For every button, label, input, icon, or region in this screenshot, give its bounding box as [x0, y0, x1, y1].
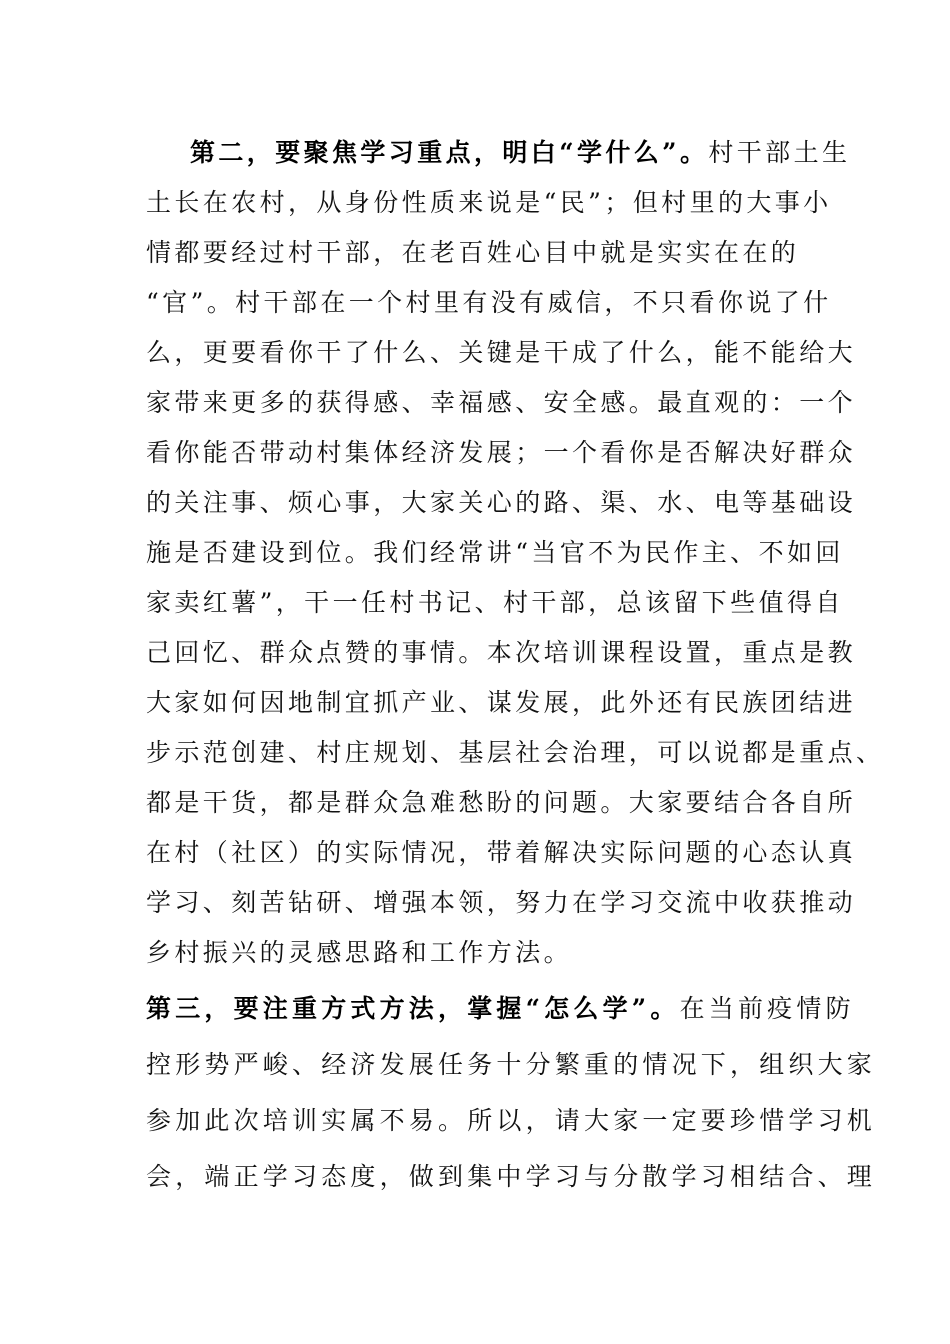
- text-line: 家卖红薯”，干一任村书记、村干部，总该留下些值得自: [146, 588, 844, 617]
- text-line: 会，端正学习态度，做到集中学习与分散学习相结合、理: [146, 1162, 877, 1191]
- paragraph-3-line-1: [146, 989, 855, 1029]
- body-text: 村干部土生: [708, 138, 851, 167]
- text-line: “官”。村干部在一个村里有没有威信，不只看你说了什: [146, 288, 832, 317]
- text-line: 看你能否带动村集体经济发展；一个看你是否解决好群众: [146, 438, 857, 467]
- section-heading-2: 第二，要聚焦学习重点，明白“学什么”。: [190, 138, 709, 167]
- text-line: 参加此次培训实属不易。所以，请大家一定要珍惜学习机: [146, 1106, 877, 1135]
- text-line: 施是否建设到位。我们经常讲“当官不为民作主、不如回: [146, 538, 844, 567]
- text-line: 都是干货，都是群众急难愁盼的问题。大家要结合各自所: [146, 788, 857, 817]
- text-line: 家带来更多的获得感、幸福感、安全感。最直观的：一个: [146, 388, 857, 417]
- text-line: 么，更要看你干了什么、关键是干成了什么，能不能给大: [146, 338, 857, 367]
- text-line: 大家如何因地制宜抓产业、谋发展，此外还有民族团结进: [146, 688, 857, 717]
- text-line: 情都要经过村干部，在老百姓心目中就是实实在在的: [146, 238, 800, 267]
- body-text: 在当前疫情防: [679, 994, 855, 1023]
- text-line: 控形势严峻、经济发展任务十分繁重的情况下，组织大家: [146, 1050, 877, 1079]
- text-line: 学习、刻苦钻研、增强本领，努力在学习交流中收获推动: [146, 888, 857, 917]
- section-heading-3: 第三，要注重方式方法，掌握“怎么学”。: [146, 994, 680, 1023]
- text-line: 土长在农村，从身份性质来说是“民”；但村里的大事小: [146, 188, 832, 217]
- text-line: 乡村振兴的灵感思路和工作方法。: [146, 938, 573, 967]
- paragraph-2-line-1: [190, 133, 850, 173]
- text-line: 在村（社区）的实际情况，带着解决实际问题的心态认真: [146, 838, 857, 867]
- text-line: 己回忆、群众点赞的事情。本次培训课程设置，重点是教: [146, 638, 857, 667]
- text-line: 步示范创建、村庄规划、基层社会治理，可以说都是重点、: [146, 738, 885, 767]
- text-line: 的关注事、烦心事，大家关心的路、渠、水、电等基础设: [146, 488, 857, 517]
